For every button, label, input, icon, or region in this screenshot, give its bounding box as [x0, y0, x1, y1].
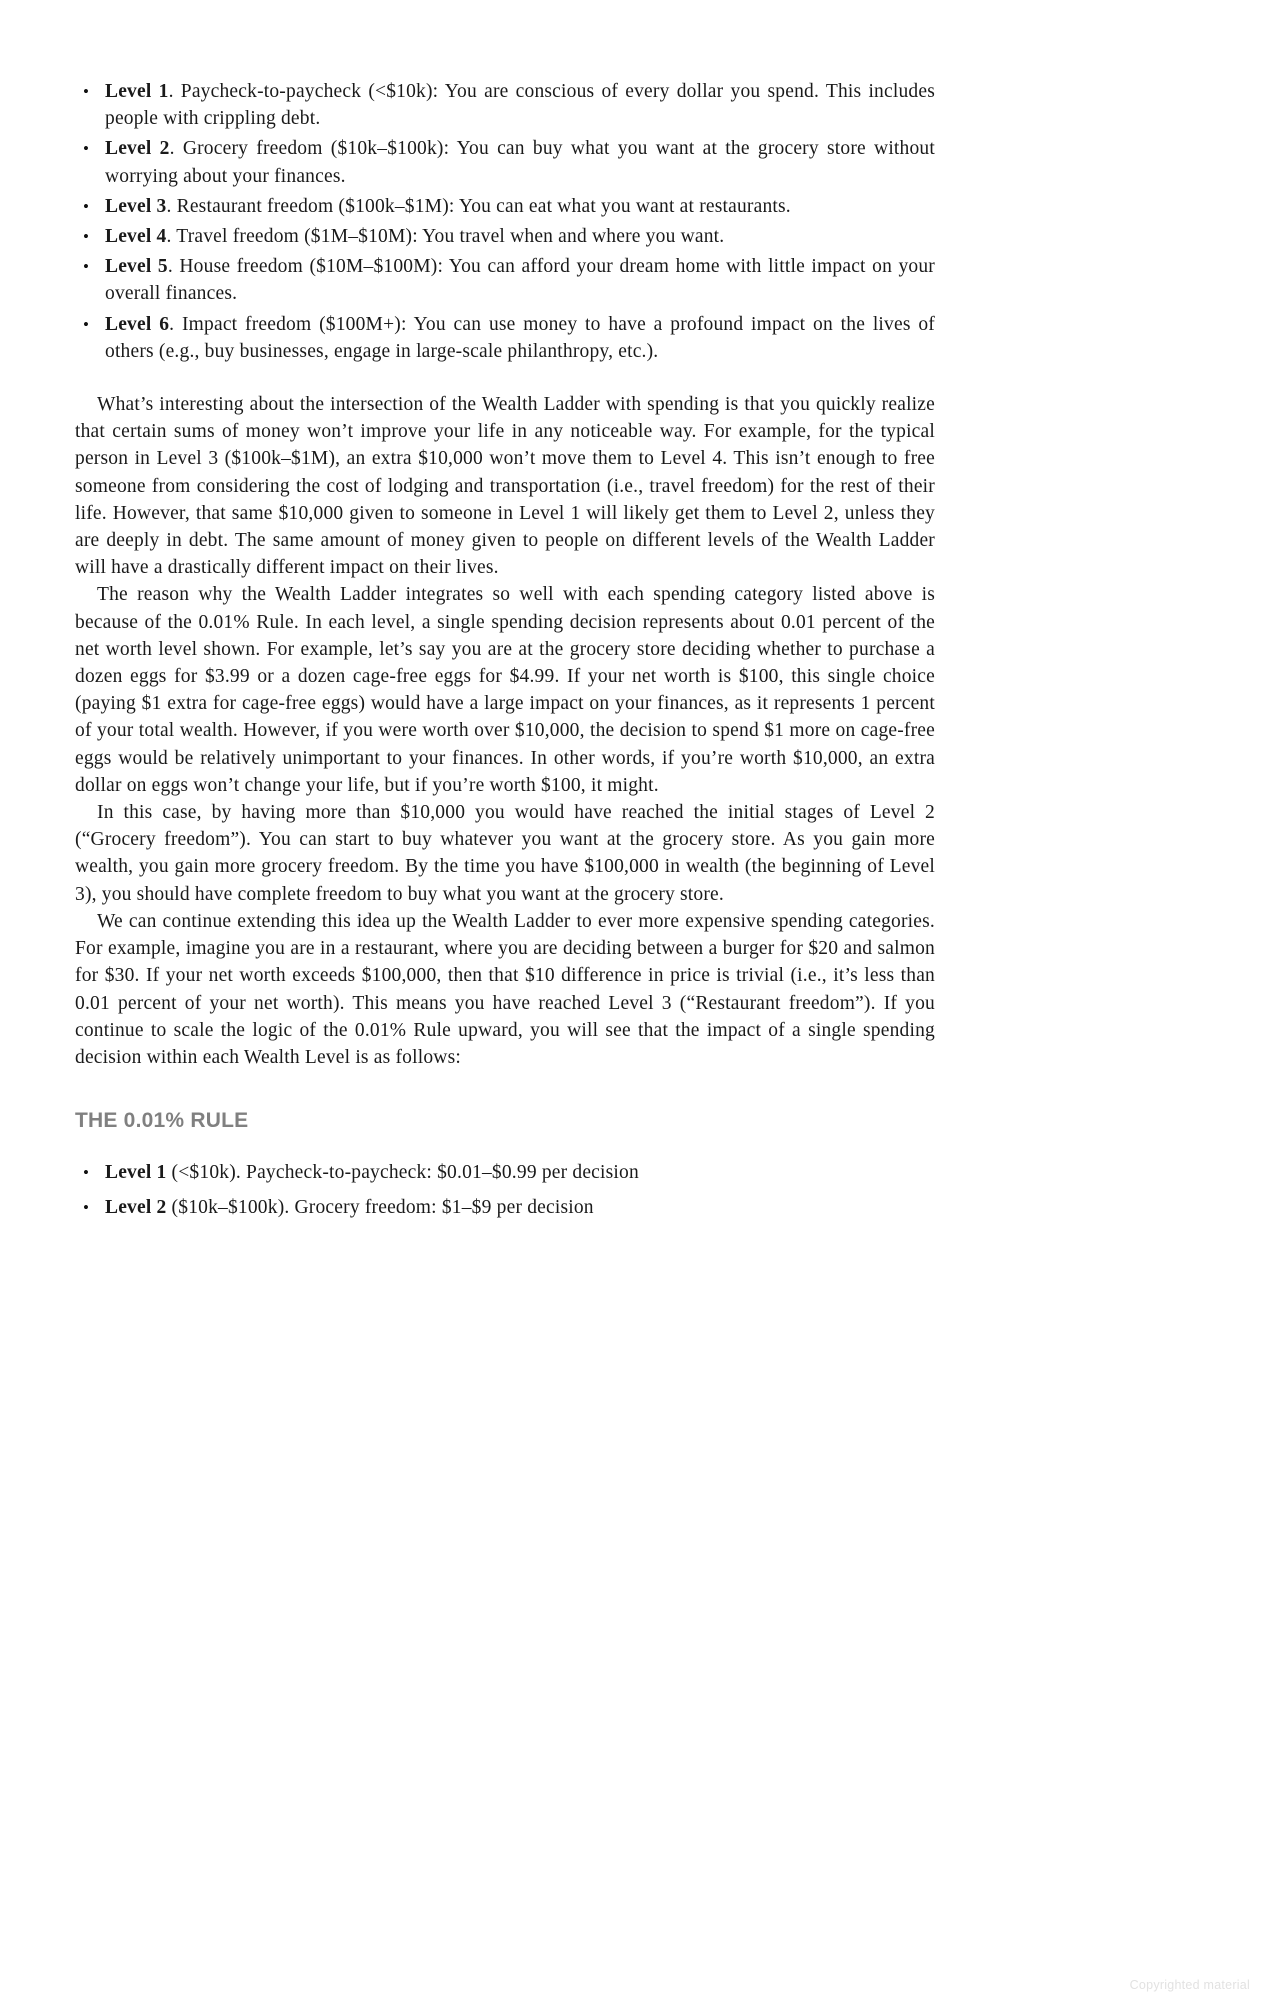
wealth-ladder-list [75, 78, 935, 365]
list-item [75, 311, 935, 365]
level-description: (<$10k). Paycheck-to-paycheck: $0.01–$0.99 per decision [166, 1162, 639, 1184]
body-paragraph: We can continue extending this idea up the Wealth Ladder to ever more expensive spending categories. For example, imagine you are in a restaurant, where you are deciding between a burger for $20 and salmon for $30. If your net worth exceeds $100,000, then that $10 difference in price is trivial (i.e., it’s less than 0.01 percent of your net worth). This means you have reached Level 3 (“Restaurant freedom”). If you continue to scale the logic of the 0.01% Rule upward, you will see that the impact of a single spending decision within each Wealth Level is as follows: [75, 910, 935, 1068]
list-item [75, 1159, 935, 1186]
page-content [75, 78, 935, 1230]
level-label: Level 2 [105, 1197, 167, 1219]
level-label: Level 5 [105, 256, 168, 278]
list-item [75, 1194, 935, 1221]
list-item [75, 135, 935, 189]
body-paragraph: The reason why the Wealth Ladder integrates so well with each spending category listed above is because of the 0.01% Rule. In each level, a single spending decision represents about 0.01 percent of the net worth level shown. For example, let’s say you are at the grocery store deciding whether to purchase a dozen eggs for $3.99 or a dozen cage-free eggs for $4.99. If your net worth is $100, this single choice (paying $1 extra for cage-free eggs) would have a large impact on your finances, as it represents 1 percent of your total wealth. However, if you were worth over $10,000, the decision to spend $1 more on cage-free eggs would be relatively unimportant to your finances. In other words, if you’re worth $10,000, an extra dollar on eggs won’t change your life, but if you’re worth $100, it might. [75, 584, 935, 796]
level-label: Level 3 [105, 195, 167, 217]
copyright-notice: Copyrighted material [1129, 1978, 1250, 1992]
page-title: THE 0.01% RULE [75, 1109, 249, 1133]
level-description: . Restaurant freedom ($100k–$1M): You can eat what you want at restaurants. [166, 195, 791, 217]
rule-section-heading-wrap [75, 1109, 935, 1133]
level-label: Level 6 [105, 313, 170, 335]
rule-list [75, 1159, 935, 1221]
list-item [75, 78, 935, 132]
body-paragraph: In this case, by having more than $10,000 you would have reached the initial stages of Level 2 (“Grocery freedom”). You can start to buy whatever you want at the grocery store. As you gain more wealth, you gain more grocery freedom. By the time you have $100,000 in wealth (the beginning of Level 3), you should have complete freedom to buy what you want at the grocery store. [75, 802, 935, 905]
level-description: ($10k–$100k). Grocery freedom: $1–$9 per decision [166, 1197, 594, 1219]
list-item [75, 193, 935, 220]
level-label: Level 1 [105, 1162, 167, 1184]
list-item [75, 223, 935, 250]
list-item [75, 253, 935, 307]
level-description: . House freedom ($10M–$100M): You can afford your dream home with little impact on your overall finances. [105, 256, 935, 305]
level-description: . Paycheck-to-paycheck (<$10k): You are conscious of every dollar you spend. This includes people with crippling debt. [105, 81, 935, 130]
level-label: Level 1 [105, 81, 169, 102]
body-paragraph: What’s interesting about the intersection of the Wealth Ladder with spending is that you quickly realize that certain sums of money won’t improve your life in any noticeable way. For example, for the typical person in Level 3 ($100k–$1M), an extra $10,000 won’t move them to Level 4. This isn’t enough to free someone from considering the cost of lodging and transportation (i.e., travel freedom) for the rest of their life. However, that same $10,000 given to someone in Level 1 will likely get them to Level 2, unless they are deeply in debt. The same amount of money given to people on different levels of the Wealth Ladder will have a drastically different impact on their lives. [75, 394, 935, 579]
level-description: . Travel freedom ($1M–$10M): You travel when and where you want. [166, 226, 725, 248]
level-label: Level 4 [105, 226, 167, 248]
level-description: . Grocery freedom ($10k–$100k): You can buy what you want at the grocery store without worrying about your finances. [105, 138, 935, 187]
level-description: . Impact freedom ($100M+): You can use money to have a profound impact on the lives of others (e.g., buy businesses, engage in large-scale philanthropy, etc.). [105, 313, 935, 362]
level-label: Level 2 [105, 138, 170, 160]
